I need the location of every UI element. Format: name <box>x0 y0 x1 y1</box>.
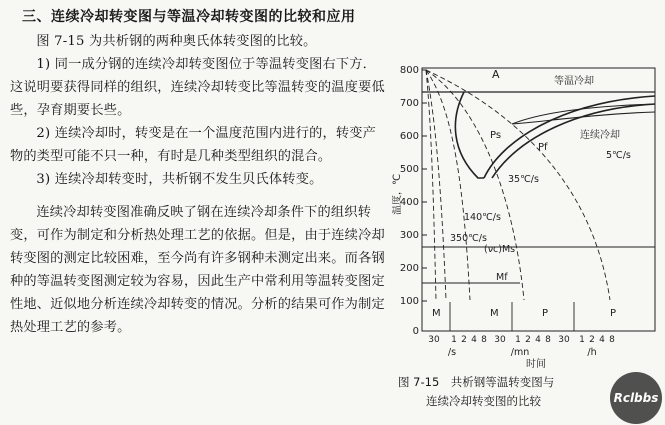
phase-label: P <box>610 308 617 319</box>
body-text <box>10 30 386 339</box>
paragraph-point-1: 1) 同一成分钢的连续冷却转变图位于等温转变图右下方．这说明要获得同样的组织，连续冷却转变比等温转变的温度要低些，孕育期要长些。 <box>10 57 385 118</box>
paragraph-application: 连续冷却转变图准确反映了钢在连续冷却条件下的组织转变，可作为制定和分析热处理工艺的依据。但是，由于连续冷却转变图的测定比较困难，至今尚有许多钢种未测定出来。而各钢种的等温转变图测定较为容易，因此生产中常利用等温转变图定性地、近似地分析连续冷却转变的情况。分析的结果可作为制定热处理工艺的参考。 <box>10 205 385 335</box>
phase-label: P <box>542 308 549 319</box>
svg-text:30: 30 <box>428 335 440 345</box>
region-a-label: A <box>492 68 500 81</box>
y-axis-label: 温度，℃ <box>392 173 403 215</box>
phase-label: M <box>432 308 441 319</box>
svg-text:1: 1 <box>579 335 585 345</box>
caption-line: 图 7-15 共析钢等温转变图与 <box>398 375 555 389</box>
y-tick-label: 500 <box>399 164 419 175</box>
rate-5-label: 5℃/s <box>606 150 631 161</box>
svg-text:8: 8 <box>545 335 551 345</box>
paragraph-point-2: 2) 连续冷却时，转变是在一个温度范围内进行的，转变产物的类型可能不只一种，有时是几种类型组织的混合。 <box>10 126 377 164</box>
svg-text:30: 30 <box>494 335 506 345</box>
mf-label: Mf <box>496 272 508 283</box>
paragraph-point-3: 3) 连续冷却转变时，共析钢不发生贝氏体转变。 <box>36 172 323 187</box>
y-tick-label: 200 <box>399 263 419 274</box>
rate-35-label: 35℃/s <box>508 174 539 185</box>
y-tick-label: 300 <box>399 230 419 241</box>
x-unit-hours: /h <box>587 347 597 358</box>
section-heading: 三、连续冷却转变图与等温冷却转变图的比较和应用 <box>22 9 356 25</box>
svg-text:4: 4 <box>535 335 541 345</box>
ps-label: Ps <box>490 130 502 141</box>
paragraph-intro: 图 7-15 为共析钢的两种奥氏体转变图的比较。 <box>36 34 317 49</box>
y-tick-label: 700 <box>399 98 419 109</box>
svg-text:4: 4 <box>599 335 605 345</box>
phase-label: M <box>490 308 499 319</box>
x-axis-label: 时间 <box>526 359 546 370</box>
caption-line: 连续冷却转变图的比较 <box>426 394 541 408</box>
svg-text:2: 2 <box>525 335 531 345</box>
watermark-logo: Rclbbs <box>610 372 662 424</box>
transformation-diagram <box>392 40 665 425</box>
y-tick-label: 100 <box>399 296 419 307</box>
continuous-label: 连续冷却 <box>580 130 620 141</box>
rate-350-label: 350℃/s <box>450 233 487 244</box>
svg-text:4: 4 <box>471 335 477 345</box>
y-tick-label: 0 <box>412 326 419 337</box>
rate-140-label: 140℃/s <box>464 212 501 223</box>
isothermal-upper-start <box>484 96 655 178</box>
y-tick-label: 800 <box>399 65 419 76</box>
cooling-curves <box>426 70 610 300</box>
svg-text:1: 1 <box>515 335 521 345</box>
isothermal-start-curve <box>455 92 484 178</box>
diagram-svg <box>392 40 665 370</box>
pf-label: Pf <box>538 142 548 153</box>
x-unit-seconds: /s <box>447 347 457 358</box>
svg-text:1: 1 <box>451 335 457 345</box>
svg-text:8: 8 <box>481 335 487 345</box>
y-tick-label: 600 <box>399 131 419 142</box>
svg-text:2: 2 <box>461 335 467 345</box>
cct-finish-curve <box>512 112 655 124</box>
ms-label: (νc)Ms <box>484 244 516 255</box>
x-unit-minutes: /mn <box>510 347 530 358</box>
y-axis-ticks <box>422 70 427 301</box>
svg-text:30: 30 <box>558 335 570 345</box>
y-tick-label: 400 <box>399 197 419 208</box>
cct-start-curve <box>512 104 655 124</box>
isothermal-label: 等温冷却 <box>554 76 594 87</box>
x-axis-ticks <box>428 335 615 345</box>
svg-text:8: 8 <box>609 335 615 345</box>
svg-text:2: 2 <box>589 335 595 345</box>
